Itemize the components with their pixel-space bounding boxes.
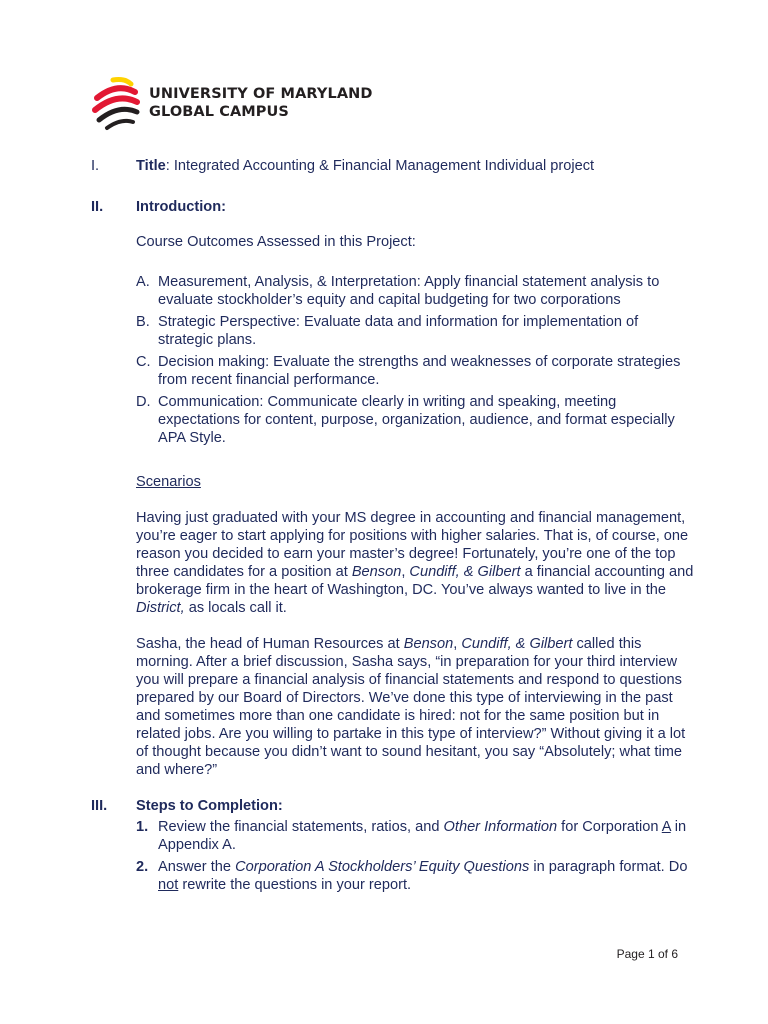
- firm-name: Benson: [403, 636, 454, 652]
- outcome-text: Communication: Communicate clearly in writing and speaking, meeting expectations for content, purpose, organization, audience, and format especially APA Style.: [158, 394, 675, 446]
- scenario-paragraph-1: [136, 509, 696, 617]
- outcome-marker: A.: [136, 274, 150, 290]
- step-text: Review the financial statements, ratios, and Other Information for Corporation A in Appendix A.: [158, 819, 687, 853]
- page-number: Page 1 of 6: [616, 947, 678, 961]
- outcome-text: Decision making: Evaluate the strengths and weaknesses of corporate strategies from recent financial performance.: [158, 354, 681, 388]
- firm-name: Cundiff, & Gilbert: [461, 636, 573, 652]
- scenario-paragraph-2: [136, 635, 696, 779]
- outcome-marker: C.: [136, 354, 151, 370]
- outcome-text: Measurement, Analysis, & Interpretation: Apply financial statement analysis to evaluate stockholder’s equity and capital budgeting for two corporations: [158, 274, 660, 308]
- scenario-text: ,: [401, 564, 410, 580]
- section-1-title: [136, 157, 594, 175]
- step-marker: 1.: [136, 819, 149, 835]
- firm-name: Benson: [351, 564, 402, 580]
- scenario-text: a financial accounting and brokerage firm in the heart of Washington, DC. You’ve always wanted to live in the: [136, 564, 694, 598]
- district-term: District,: [136, 600, 185, 616]
- outcome-item-b: [136, 313, 696, 349]
- scenario-text: ,: [453, 636, 462, 652]
- logo-wordmark: [149, 85, 373, 121]
- umgc-logo-mark-icon: [91, 76, 141, 132]
- outcomes-intro: Course Outcomes Assessed in this Project:: [136, 234, 416, 250]
- step-item-1: [136, 818, 696, 854]
- outcome-item-c: [136, 353, 696, 389]
- introduction-heading: Introduction:: [136, 199, 226, 215]
- outcome-text: Strategic Perspective: Evaluate data and information for implementation of strategic plans.: [158, 314, 639, 348]
- scenarios-heading: Scenarios: [136, 474, 201, 490]
- step-item-2: [136, 858, 696, 894]
- firm-name: Cundiff, & Gilbert: [409, 564, 521, 580]
- scenario-text: Sasha, the head of Human Resources at: [136, 636, 404, 652]
- outcome-item-d: [136, 393, 696, 447]
- title-label: Title: [136, 158, 166, 174]
- logo-line-2: GLOBAL CAMPUS: [149, 104, 289, 120]
- title-text: : Integrated Accounting & Financial Management Individual project: [165, 158, 595, 174]
- outcome-marker: B.: [136, 314, 150, 330]
- step-text: Answer the Corporation A Stockholders’ Equity Questions in paragraph format. Do not rewrite the questions in your report.: [158, 859, 688, 893]
- section-3-numeral: III.: [91, 798, 108, 814]
- scenario-text: as locals call it.: [184, 600, 287, 616]
- scenario-text: Having just graduated with your MS degree in accounting and financial management, you’re eager to start applying for positions with higher salaries. That is, of course, one reason you decided to earn your master’s degree! Fortunately, you’re one of the top three candidates for a position at: [136, 510, 689, 580]
- outcome-item-a: [136, 273, 696, 309]
- step-marker: 2.: [136, 859, 149, 875]
- steps-heading: Steps to Completion:: [136, 798, 283, 814]
- section-1-numeral: I.: [91, 158, 100, 174]
- section-2-numeral: II.: [91, 199, 104, 215]
- logo-line-1: UNIVERSITY OF MARYLAND: [149, 86, 373, 102]
- outcome-marker: D.: [136, 394, 151, 410]
- scenario-text: called this morning. After a brief discussion, Sasha says, “in preparation for your third interview you will prepare a financial analysis of financial statements and respond to questions prepared by our Board of Directors. We’ve done this type of interviewing in the past and sometimes more than one candidate is hired: not for the same position but in related jobs. Are you willing to partake in this type of interview?” Without giving it a lot of thought because you didn’t want to sound hesitant, you say “Absolutely; what time and where?”: [136, 636, 686, 778]
- university-logo: [91, 76, 371, 132]
